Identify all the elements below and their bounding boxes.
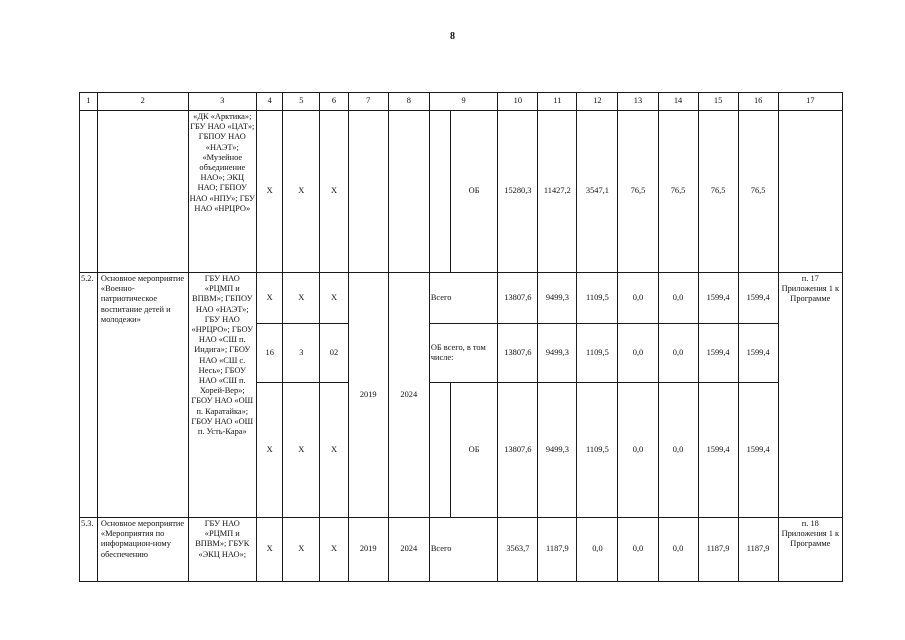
table-cell: X	[257, 383, 283, 518]
table-cell: 02	[320, 324, 348, 383]
table-row	[80, 111, 843, 273]
table-cell: 1109,5	[577, 273, 618, 324]
header-cell: 7	[348, 93, 388, 111]
table-cell: 13807,6	[498, 383, 538, 518]
table-cell: X	[320, 111, 348, 273]
row-number: 5.3.	[80, 518, 98, 582]
table-cell: 3563,7	[498, 518, 538, 582]
table-cell: 76,5	[618, 111, 658, 273]
table-cell	[388, 111, 429, 273]
table-cell: 0,0	[618, 518, 658, 582]
executors-cell: «ДК «Арктика»; ГБУ НАО «ЦАТ»; ГБПОУ НАО «НАЭТ»; «Музейное объединение НАО»; ЭКЦ НАО; ГБПОУ НАО «НПУ»; ГБУ НАО «НРЦРО»	[188, 111, 257, 273]
source-label: ОБ	[468, 186, 480, 196]
table-cell	[80, 111, 98, 273]
table-cell: 1599,4	[698, 383, 738, 518]
header-cell: 12	[577, 93, 618, 111]
table-cell: 11427,2	[538, 111, 577, 273]
header-cell: 8	[388, 93, 429, 111]
header-cell: 3	[188, 93, 257, 111]
table-cell: 13807,6	[498, 273, 538, 324]
year-start: 2019	[348, 518, 388, 582]
table-cell: 76,5	[658, 111, 698, 273]
table-cell: X	[283, 518, 320, 582]
source-label: ОБ	[468, 444, 480, 454]
table-cell: X	[320, 383, 348, 518]
table-cell: X	[283, 273, 320, 324]
source-cell	[429, 383, 498, 518]
header-cell: 2	[97, 93, 188, 111]
table-cell: 15280,3	[498, 111, 538, 273]
table-cell: 1109,5	[577, 324, 618, 383]
header-cell: 4	[257, 93, 283, 111]
header-cell: 11	[538, 93, 577, 111]
table-row	[80, 518, 843, 582]
year-end: 2024	[388, 273, 429, 518]
source-cell	[429, 111, 498, 273]
header-cell: 14	[658, 93, 698, 111]
table-cell: 76,5	[738, 111, 778, 273]
header-cell: 6	[320, 93, 348, 111]
table-cell: 1599,4	[698, 273, 738, 324]
executors-cell: ГБУ НАО «РЦМП и ВПВМ»; ГБУК «ЭКЦ НАО»;	[188, 518, 257, 582]
table-cell: X	[283, 111, 320, 273]
table-cell: X	[257, 273, 283, 324]
table-cell: 1599,4	[698, 324, 738, 383]
page-number: 8	[450, 31, 455, 42]
table-cell: 1599,4	[738, 324, 778, 383]
table-cell: 9499,3	[538, 383, 577, 518]
year-start: 2019	[348, 273, 388, 518]
header-cell: 9	[429, 93, 498, 111]
table-cell: 9499,3	[538, 273, 577, 324]
reference-cell: п. 17 Приложения 1 к Программе	[778, 273, 842, 518]
reference-cell: п. 18 Приложения 1 к Программе	[778, 518, 842, 582]
header-cell: 1	[80, 93, 98, 111]
table-cell: X	[257, 111, 283, 273]
table-cell: 3	[283, 324, 320, 383]
source-label: Всего	[429, 518, 498, 582]
table-cell	[97, 111, 188, 273]
row-number: 5.2.	[80, 273, 98, 518]
table-cell: 0,0	[658, 273, 698, 324]
executors-cell: ГБУ НАО «РЦМП и ВПВМ»; ГБПОУ НАО «НАЭТ»; ГБУ НАО «НРЦРО»; ГБОУ НАО «СШ п. Индига»; ГБОУ НАО «СШ с. Несь»; ГБОУ НАО «СШ п. Хорей-Вер»; ГБОУ НАО «ОШ п. Каратайка»; ГБОУ НАО «ОШ п. Усть-Кара»	[188, 273, 257, 518]
header-cell: 5	[283, 93, 320, 111]
table-cell: 1599,4	[738, 383, 778, 518]
table-cell	[348, 111, 388, 273]
table-row	[80, 273, 843, 324]
table-cell: X	[320, 273, 348, 324]
table-cell: 76,5	[698, 111, 738, 273]
table-cell: 0,0	[658, 518, 698, 582]
event-name: Основное мероприятие «Военно-патриотическое воспитание детей и молодежи»	[97, 273, 188, 518]
table-cell: 3547,1	[577, 111, 618, 273]
table-cell: 1109,5	[577, 383, 618, 518]
table-cell: 16	[257, 324, 283, 383]
header-row	[80, 93, 843, 111]
year-end: 2024	[388, 518, 429, 582]
table-cell	[778, 111, 842, 273]
table-cell: 0,0	[618, 324, 658, 383]
program-table	[79, 92, 843, 582]
header-cell: 15	[698, 93, 738, 111]
event-name: Основное мероприятие «Мероприятия по информацион-ному обеспечению	[97, 518, 188, 582]
table-cell: 0,0	[577, 518, 618, 582]
table-cell: X	[257, 518, 283, 582]
table-cell: 0,0	[658, 324, 698, 383]
header-cell: 17	[778, 93, 842, 111]
header-cell: 10	[498, 93, 538, 111]
table-cell: X	[283, 383, 320, 518]
table-cell: 1187,9	[538, 518, 577, 582]
table-cell: 0,0	[658, 383, 698, 518]
header-cell: 16	[738, 93, 778, 111]
table-cell: X	[320, 518, 348, 582]
table-cell: 9499,3	[538, 324, 577, 383]
source-label: ОБ всего, в том числе:	[429, 324, 498, 383]
source-label: Всего	[429, 273, 498, 324]
table-cell: 13807,6	[498, 324, 538, 383]
table-cell: 1599,4	[738, 273, 778, 324]
table-cell: 0,0	[618, 383, 658, 518]
table-cell: 1187,9	[698, 518, 738, 582]
table-cell: 1187,9	[738, 518, 778, 582]
header-cell: 13	[618, 93, 658, 111]
table-cell: 0,0	[618, 273, 658, 324]
